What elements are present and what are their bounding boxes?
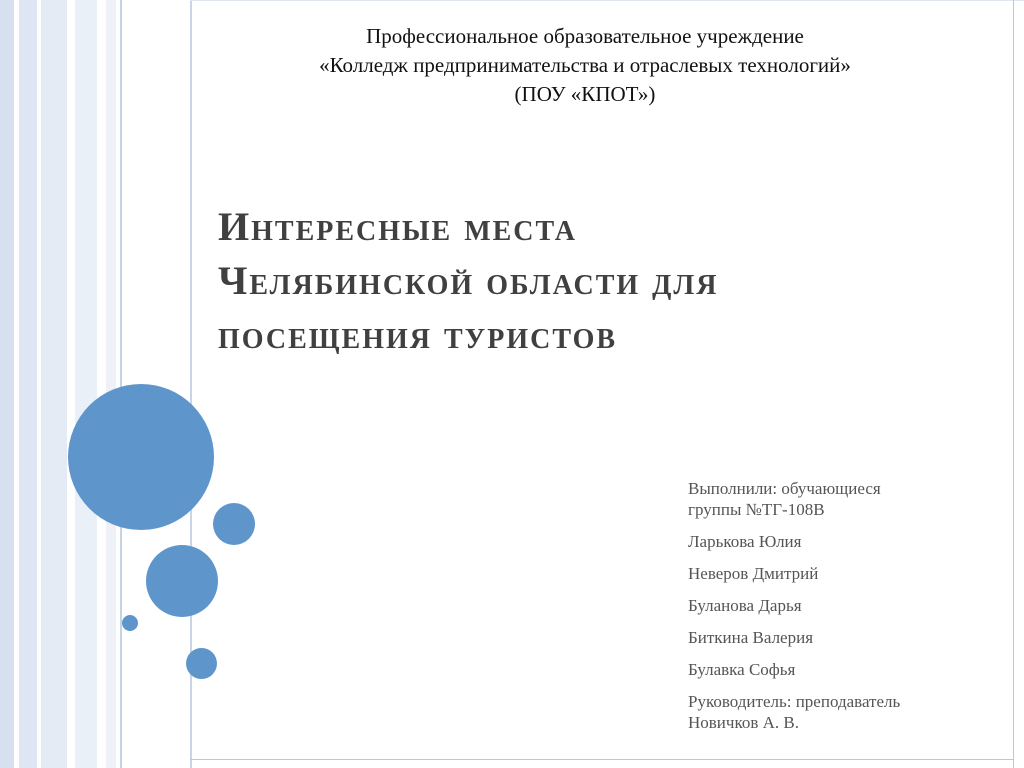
decor-stripe (75, 0, 97, 768)
supervisor-line: Руководитель: преподаватель (688, 692, 901, 711)
slide-title (218, 200, 998, 362)
performed-by (688, 478, 998, 520)
decor-stripe (97, 0, 106, 768)
student-name: Буланова Дарья (688, 596, 802, 615)
decor-stripe (106, 0, 116, 768)
student-name: Ларькова Юлия (688, 532, 802, 551)
decor-circle-tiny (122, 615, 138, 631)
decor-stripe (0, 0, 14, 768)
title-line: Челябинской области для (218, 258, 719, 303)
decor-circle-small (213, 503, 255, 545)
institution-line: Профессиональное образовательное учреждение (366, 24, 804, 48)
decor-circle-large (68, 384, 214, 530)
performed-by-line: Выполнили: обучающиеся (688, 479, 881, 498)
frame-line (190, 759, 1014, 760)
decor-stripe (19, 0, 37, 768)
institution-line: (ПОУ «КПОТ») (514, 82, 656, 106)
decor-stripe (67, 0, 75, 768)
frame-line (190, 0, 1024, 1)
title-line: Интересные места (218, 204, 578, 249)
student-name: Булавка Софья (688, 660, 796, 679)
title-line: посещения туристов (218, 312, 618, 357)
supervisor (688, 691, 998, 733)
frame-line (1013, 0, 1014, 768)
institution-line: «Колледж предпринимательства и отраслевых технологий» (319, 53, 851, 77)
performed-by-line: группы №ТГ-108В (688, 500, 825, 519)
decor-circle-medium (146, 545, 218, 617)
authors-block (688, 478, 998, 744)
student-name: Биткина Валерия (688, 628, 814, 647)
institution-header (200, 22, 970, 109)
supervisor-line: Новичков А. В. (688, 713, 799, 732)
decor-circle-small (186, 648, 217, 679)
student-name: Неверов Дмитрий (688, 564, 819, 583)
decor-stripe (41, 0, 67, 768)
